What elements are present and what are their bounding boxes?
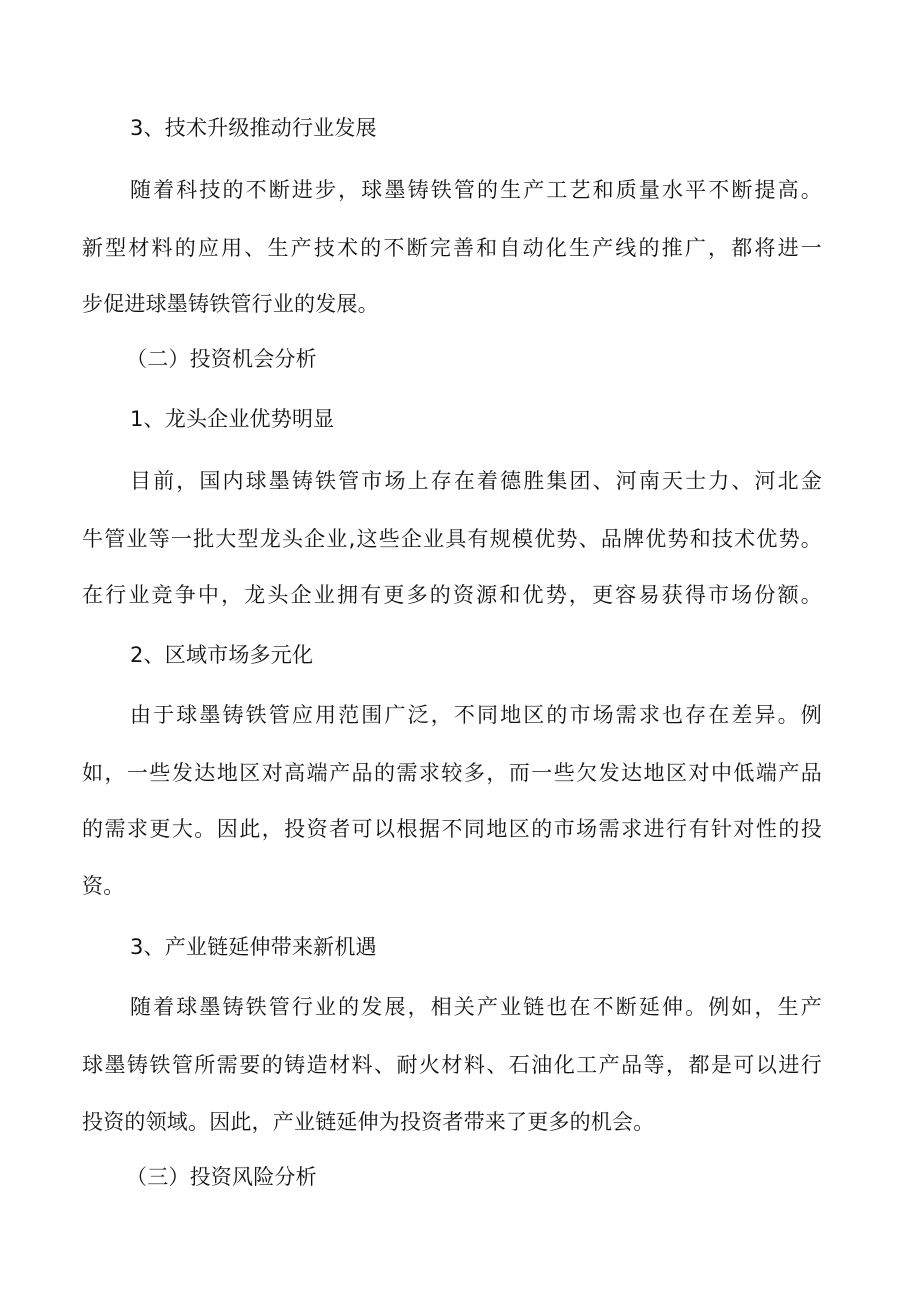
subheading-leading-enterprises: 1、龙头企业优势明显 [130,407,335,431]
paragraph-line: 的需求更大。因此，投资者可以根据不同地区的市场需求进行有针对性的投 [82,817,822,841]
section-heading-investment-opportunity: （二）投资机会分析 [126,347,317,371]
subheading-tech-upgrade: 3、技术升级推动行业发展 [130,116,377,140]
paragraph-line: 步促进球墨铸铁管行业的发展。 [82,292,379,316]
paragraph-line: 在行业竞争中，龙头企业拥有更多的资源和优势，更容易获得市场份额。 [82,583,822,607]
paragraph-line: 牛管业等一批大型龙头企业,这些企业具有规模优势、品牌优势和技术优势。 [82,527,822,551]
paragraph-line: 随着科技的不断进步，球墨铸铁管的生产工艺和质量水平不断提高。 [130,178,822,202]
paragraph-line: 新型材料的应用、生产技术的不断完善和自动化生产线的推广，都将进一 [82,236,822,260]
section-heading-investment-risk: （三）投资风险分析 [126,1165,317,1189]
subheading-industry-chain: 3、产业链延伸带来新机遇 [130,935,377,959]
paragraph-line: 目前，国内球墨铸铁管市场上存在着德胜集团、河南天士力、河北金 [130,469,822,493]
paragraph-line: 球墨铸铁管所需要的铸造材料、耐火材料、石油化工产品等，都是可以进行 [82,1053,822,1077]
paragraph-line: 随着球墨铸铁管行业的发展，相关产业链也在不断延伸。例如，生产 [130,995,822,1019]
subheading-regional-market: 2、区域市场多元化 [130,643,314,667]
paragraph-line: 投资的领域。因此，产业链延伸为投资者带来了更多的机会。 [82,1110,655,1134]
paragraph-line: 由于球墨铸铁管应用范围广泛，不同地区的市场需求也存在差异。例 [130,703,822,727]
paragraph-line: 资。 [82,874,125,898]
paragraph-line: 如，一些发达地区对高端产品的需求较多，而一些欠发达地区对中低端产品 [82,761,822,785]
